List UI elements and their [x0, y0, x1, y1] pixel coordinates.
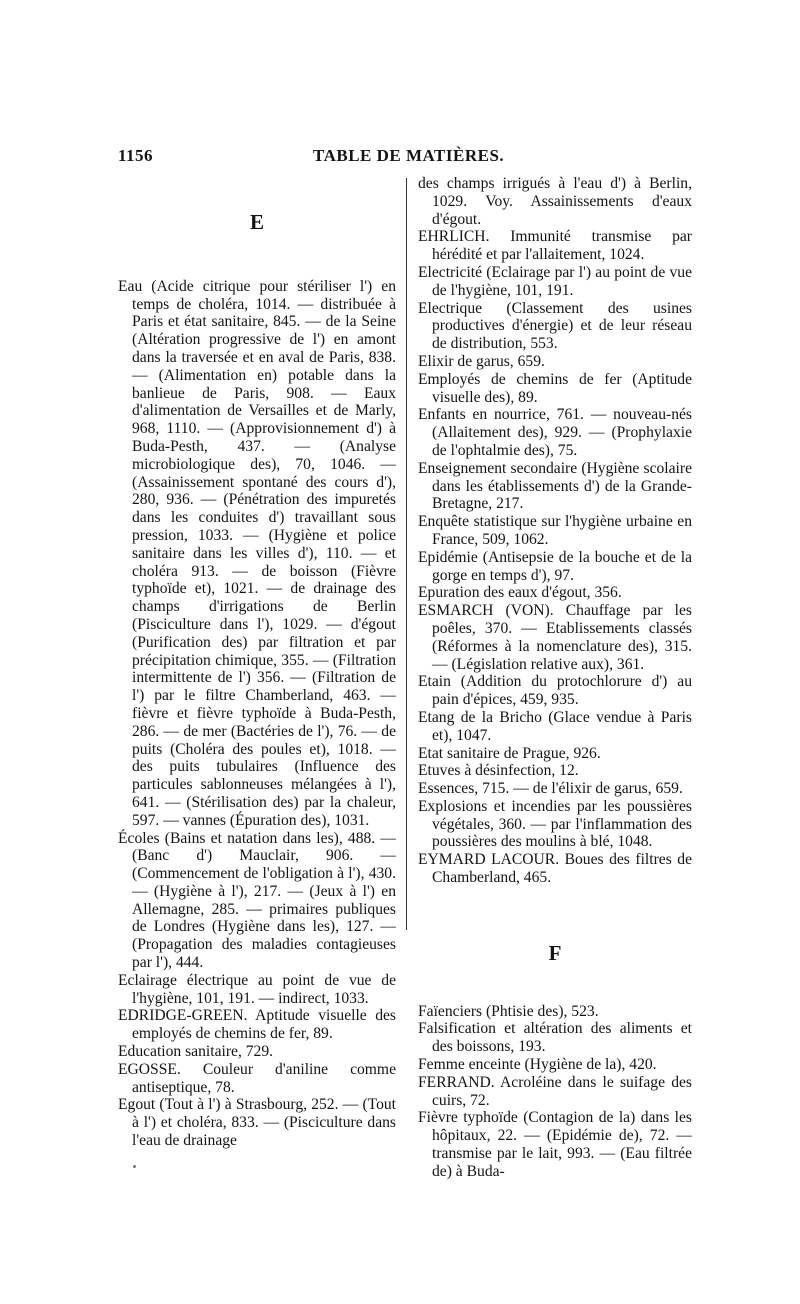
index-entry-ferrand: FERRAND. Acroléine dans le suifage des cuirs, 72. [418, 1073, 692, 1109]
index-entry-electricite: Electricité (Eclairage par l') au point de vue de l'hygiène, 101, 191. [418, 263, 692, 299]
index-entry-egout: Egout (Tout à l') à Strasbourg, 252. — (Tout à l') et choléra, 833. — (Pisciculture dans l'eau de drainage [118, 1096, 396, 1150]
section-letter-f: F [548, 940, 562, 965]
index-entry-fievre-typhoide: Fièvre typhoïde (Contagion de la) dans les hôpitaux, 22. — (Epidémie de), 72. — transmise par le lait, 993. — (Eau filtrée de) à Buda- [418, 1109, 692, 1180]
index-entry-eymard-lacour: EYMARD LACOUR. Boues des filtres de Chamberland, 465. [418, 851, 692, 887]
index-entry-etang: Etang de la Bricho (Glace vendue à Paris et), 1047. [418, 708, 692, 744]
index-entry-essences: Essences, 715. — de l'élixir de garus, 659. [418, 780, 683, 798]
index-entry-enseignement: Enseignement secondaire (Hygiène scolaire dans les établissements d') de la Grande-Bretagne, 217. [418, 459, 692, 513]
index-entry-ehrlich: EHRLICH. Immunité transmise par hérédité et par l'allaitement, 1024. [418, 228, 692, 264]
index-entry-esmarch: ESMARCH (VON). Chauffage par les poêles, 370. — Etablissements classés (Réformes à la nomenclature des), 315. — (Législation relative aux), 361. [418, 602, 692, 673]
running-title: TABLE DE MATIÈRES. [313, 146, 505, 165]
column-divider [406, 178, 407, 930]
ink-speck [133, 1165, 136, 1168]
index-entry-faienciers: Faïenciers (Phtisie des), 523. [418, 1002, 599, 1020]
index-entry-etain: Etain (Addition du protochlorure d') au pain d'épices, 459, 935. [418, 673, 692, 709]
index-entry-enfants: Enfants en nourrice, 761. — nouveau-nés (Allaitement des), 929. — (Prophylaxie de l'ophtalmie des), 75. [418, 406, 692, 459]
index-entry-egosse: EGOSSE. Couleur d'aniline comme antiseptique, 78. [118, 1060, 396, 1096]
index-entry-electrique: Electrique (Classement des usines productives d'énergie) et de leur réseau de distribution, 553. [418, 299, 692, 353]
index-entry-education: Education sanitaire, 729. [118, 1043, 274, 1061]
index-entry-femme-enceinte: Femme enceinte (Hygiène de la), 420. [418, 1056, 657, 1074]
page-number: 1156 [118, 146, 154, 165]
index-entry-etuves: Etuves à désinfection, 12. [418, 762, 579, 780]
index-entry-etat-sanitaire: Etat sanitaire de Prague, 926. [418, 744, 601, 762]
index-entry-eau: Eau (Acide citrique pour stériliser l') en temps de choléra, 1014. — distribuée à Paris et état sanitaire, 845. — de la Seine (Altération progressive de l') en amont dans la traversée et en aval de Paris, 838. — (Alimentation en) potable dans la banlieue de Paris, 908. — Eaux d'alimentation de Versailles et de Marly, 968, 1110. — (Approvisionnement d') à Buda-Pesth, 437. — (Analyse microbiologique des), 70, 1046. — (Assainissement spontané des cours d'), 280, 936. — (Pénétration des impuretés dans les conduites d') travaillant sous pression, 1033. — (Hygiène et police sanitaire dans les villes d'), 110. — et choléra 913. — de boisson (Fièvre typhoïde et), 1021. — de drainage des champs d'irrigations de Berlin (Pisciculture dans l'), 1029. — d'égout (Purification des) par filtration et par précipitation chimique, 355. — (Filtration intermittente de l') 356. — (Filtration de l') par le filtre Chamberland, 463. — fièvre et fièvre typhoïde à Buda-Pesth, 286. — de mer (Bactéries de l'), 76. — de puits (Choléra des poules et), 1018. — des puits tubulaires (Influence des particules sablonneuses mélangées à l'), 641. — (Stérilisation des) par la chaleur, 597. — vannes (Épuration des), 1031. [118, 277, 396, 829]
index-entry-employes: Employés de chemins de fer (Aptitude visuelle des), 89. [418, 370, 692, 406]
index-entry-epuration: Epuration des eaux d'égout, 356. [418, 584, 622, 602]
index-entry-epidemie: Epidémie (Antisepsie de la bouche et de la gorge en temps d'), 97. [418, 548, 692, 584]
page-header [118, 146, 518, 170]
index-entry-continuation: des champs irrigués à l'eau d') à Berlin, 1029. Voy. Assainissements d'eaux d'égout. [418, 175, 692, 228]
index-entry-enquete: Enquête statistique sur l'hygiène urbaine en France, 509, 1062. [418, 513, 692, 548]
right-column [418, 175, 692, 1181]
index-entry-ecoles: Écoles (Bains et natation dans les), 488. — (Banc d') Mauclair, 906. — (Commencement de l'obligation à l'), 430. — (Hygiène à l'), 217. — (Jeux à l') en Allemagne, 285. — primaires publiques de Londres (Hygiène dans les), 127. — (Propagation des maladies contagieuses par l'), 444. [118, 829, 396, 972]
index-entry-edridge-green: EDRIDGE-GREEN. Aptitude visuelle des employés de chemins de fer, 89. [118, 1007, 396, 1043]
index-entry-elixir: Elixir de garus, 659. [418, 352, 545, 370]
index-entry-falsification: Falsification et altération des aliments et des boissons, 193. [418, 1020, 692, 1056]
index-entry-explosions: Explosions et incendies par les poussières végétales, 360. — par l'inflammation des poussières des moulins à blé, 1048. [418, 797, 692, 851]
left-column [118, 180, 396, 1150]
index-entry-eclairage: Eclairage électrique au point de vue de l'hygiène, 101, 191. — indirect, 1033. [118, 971, 396, 1007]
section-letter-e: E [249, 210, 264, 234]
